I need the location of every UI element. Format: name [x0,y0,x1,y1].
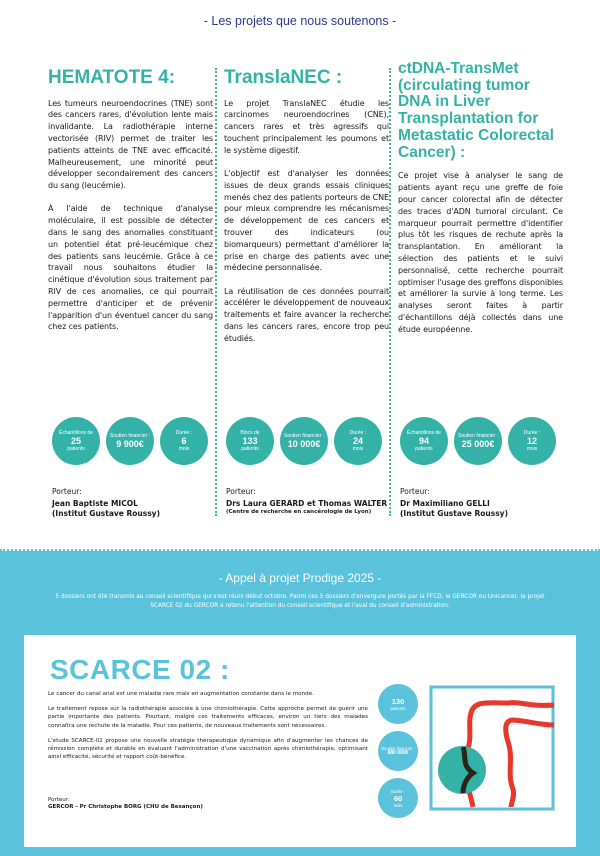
stat-label: Durée : [349,430,367,436]
stat-bubble-funding [106,417,154,465]
stat-unit: patients [241,446,259,452]
column-divider [389,68,391,516]
paragraph: L'objectif est d'analyser les données issues de deux grands essais cliniques menés chez des patients porteurs de CNE pour mieux comprendre les mécanismes de développement de ces cancers et trouver des indicateurs (ou biomarqueurs) permettant d'améliorer la prise en charge des patients avec une médecine personnalisée. [224,169,389,273]
stat-bubble-funding [454,417,502,465]
stat-unit: mois [526,446,538,452]
stat-bubble-duration [378,778,418,818]
porteur-label: Porteur: [226,487,256,496]
stat-value: 25 [70,436,81,446]
porteur-name: Dr Maximiliano GELLI [400,499,490,508]
stat-label: Durée : [391,788,405,794]
stat-value: 24 [352,436,363,446]
anal-canal-diagram-icon [429,685,555,811]
stat-value: 880 000€ [387,750,409,756]
stat-unit: patients [67,446,85,452]
paragraph: La réutilisation de ces données pourrait accélérer le développement de nouveaux traitements et faire avancer la recherche dans les cancers rares, encore trop peu étudiés. [224,286,389,343]
stat-bubble-funding [378,731,418,771]
paragraph: L'étude SCARCE-02 propose une nouvelle stratégie thérapeutique dynamique afin d'augmenter les chances de rémission complète et durable en évaluant l'administration d'une vaccination après chimiothérapie, optimisant ainsi efficacité, sécurité et rapport coût-bénéfice. [48,737,368,761]
project-lead [226,487,387,516]
stat-label: Blocs de [240,430,260,436]
project-description [48,98,213,334]
project-title: ctDNA-TransMet (circulating tumor DNA in Liver Transplantation for Metastatic Colorectal Cancer) : [398,60,554,161]
stat-bubble-duration [508,417,556,465]
porteur-name: Jean Baptiste MICOL [52,499,138,508]
project-lead [52,487,160,519]
stat-bubble-samples [226,417,274,465]
paragraph: Les tumeurs neuroendocrines (TNE) sont des cancers rares, d'évolution lente mais invalidante. La radiothérapie interne vectorisée (RIV) permet de traiter les patients atteints de TNE avec efficacité. Malheureusement, une minorité peut développer secondairement des cancers du sang (leucémie). [48,98,213,191]
stat-value: 60 [393,793,403,803]
project-stats [400,417,556,465]
stat-label: Soutien financier : [457,433,499,439]
stat-bubble-samples [400,417,448,465]
project-description [224,98,389,345]
stat-bubble-patients [378,684,418,724]
project-title: TranslaNEC : [224,67,343,88]
porteur-name: GERCOR - Pr Christophe BORG (CHU de Besançon) [48,804,203,810]
stat-unit: patients [415,446,433,452]
stat-value: 9 900€ [116,439,144,449]
porteur-name: Drs Laura GERARD et Thomas WALTER [226,499,388,508]
stat-unit: mois [393,802,403,808]
stat-value: 10 000€ [287,439,321,449]
stat-bubble-funding [280,417,328,465]
porteur-label: Porteur: [48,797,70,803]
project-description [398,170,563,335]
stat-label: Échantillons de [59,430,93,436]
stat-unit: mois [352,446,364,452]
scarce-lead [48,797,203,811]
project-lead [400,487,508,519]
stat-label: Durée : [523,430,541,436]
project-hematote [48,60,213,345]
porteur-institution: (Institut Gustave Roussy) [400,509,509,518]
column-divider [215,68,217,516]
stat-value: 6 [181,436,187,446]
stat-label: Échantillons de [407,430,441,436]
paragraph: Le cancer du canal anal est une maladie rare mais en augmentation constante dans le monde. [48,691,314,697]
paragraph: Le projet TranslaNEC étudie les carcinomes neuroendocrines (CNE), cancers rares et très agressifs qui touchent principalement les poumons et le système digestif. [224,98,389,155]
stat-label: Durée : [175,430,193,436]
stat-value: 130 [391,697,405,706]
stat-label: Soutien financier : [109,433,151,439]
stat-bubble-duration [334,417,382,465]
porteur-label: Porteur: [52,487,82,496]
project-stats [52,417,208,465]
project-stats [226,417,382,465]
porteur-label: Porteur: [400,487,430,496]
stat-value: 12 [526,436,537,446]
project-title: HEMATOTE 4: [48,67,176,88]
porteur-institution: (Institut Gustave Roussy) [52,509,161,518]
paragraph: Le traitement repose sur la radiothérapie associée à une chimiothérapie. Cette approche permet de guérir une partie importante des patients. Pourtant, malgré ces traitements efficaces, environ un tiers des malades connaîtra une rechute de la maladie. Pour ces patients, de nouveaux traitements sont nécessaires. [48,706,368,729]
stat-value: 25 000€ [461,439,495,449]
scarce-stats [378,684,418,818]
stat-value: 133 [242,436,258,446]
stat-bubble-samples [52,417,100,465]
section-title: - Les projets que nous soutenons - [203,14,397,28]
appel-text: 5 dossiers ont été transmis au conseil scientifique qui s'est réuni début octobre. Parmi ces 5 dossiers d'envergure portés par la FFCD, le GERCOR ou Unicancer, le projet SCARCE 02 du GERCOR a retenu l'attention du conseil scientifique et l'aval du conseil d'administration. [55,594,545,609]
scarce-description [48,690,368,768]
porteur-institution: (Centre de recherche en cancérologie de Lyon) [226,509,372,515]
stat-unit: patients [390,706,406,711]
project-translanec [224,60,389,356]
scarce-title: SCARCE 02 : [50,654,230,685]
stat-label: Soutien financier : [381,746,415,751]
paragraph: À l'aide de technique d'analyse moléculaire, il est possible de détecter dans le sang des anomalies constituant un potentiel état pré-leucémique chez des patients sans leucémie. Grâce à ce travail nous souhaitons étudier la cinétique d'évolution sous traitement par RIV de ces anomalies, ce qui pourrait permettre d'anticiper et de prévenir l'apparition d'un éventuel cancer du sang chez ces patients. [48,204,213,332]
appel-title: - Appel à projet Prodige 2025 - [218,571,382,585]
stat-bubble-duration [160,417,208,465]
stat-value: 94 [418,436,429,446]
stat-label: Soutien financier : [283,433,325,439]
project-ctdna-transmet [398,60,563,347]
paragraph: Ce projet vise à analyser le sang de patients ayant reçu une greffe de foie pour cancer colorectal afin de détecter des traces d'ADN tumoral circulant. Ce marqueur pourrait permettre d'identifier plus tôt les risques de rechute après la transplantation. En améliorant la sélection des patients et le suivi personnalisé, cette recherche pourrait optimiser l'usage des greffons disponibles et améliorer la survie à long terme. Les analyses seront faites à partir d'échantillons déjà collectés dans une étude européenne. [398,171,563,334]
stat-unit: mois [178,446,190,452]
